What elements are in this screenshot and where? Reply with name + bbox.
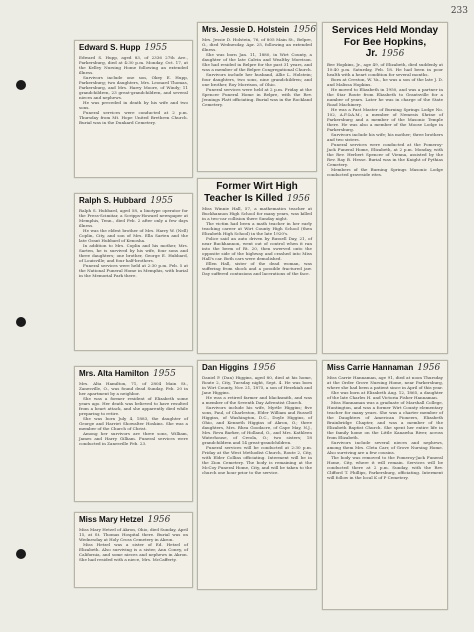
clipping-paragraph: Miss Hetzel was a sister of Ed. Hetzel of Elizabeth. Also surviving is a sister, Ann Coney, of California, and some nieces and nephews in Akron. She had resided with a niece, Mrs. McCafferty. [79,542,188,563]
handwritten-year: 1956 [381,49,405,59]
clipping-paragraph: Ralph S. Hubbard, aged 58, a linotype operator for the Press-Scimitar, a Scripps-Howard newspaper at Memphis, Tenn., died Feb. 2 after only a few days illness. [79,208,188,229]
clipping-hupp [74,40,193,178]
clipping-paragraph: Miss Mary Hetzel of Akron, Ohio, died Sunday, April 15, at St. Thomas Hospital there. Burial was on Wednesday at Holy Cross Cemetery in Akron. [79,527,188,543]
handwritten-year: 1956 [252,363,276,373]
clipping-headline: Former Wirt High Teacher Is Killed 1956 [204,181,310,204]
clipping-paragraph: Ellen Hall, sister of the dead woman, was suffering from shock and a possible fractured jaw. Day suffered contusions and lacerations of the face. [202,261,312,276]
clipping-paragraph: He was the eldest brother of Mrs. Harry W. (Nell) Coplin, City, and son of Mrs. Ella Sarten and the late Grant Hubbard of Kenosha. [79,228,188,244]
clipping-paragraph: Bee Hopkins, Jr., age 49, of Elizabeth, died suddenly at 10:40 p.m. Saturday, Feb. 18. He had been in poor health with a heart condition for several months. [327,61,443,77]
binder-hole-top [16,80,26,90]
clipping-paragraph: Survivors include one son, Okey E. Hupp, Parkersburg; two daughters, Mrs. Leonard Thomas, Parkersburg, and Mrs. Harry Moore, of Windy; 11 grandchildren, 23 great-grandchildren, and several nieces and nephews. [79,75,188,101]
clipping-paragraph: He was preceded in death by his wife and two sons. [79,100,188,111]
clipping-paragraph: She was a former resident of Elizabeth some years ago. Her death was believed to have resulted from a heart attack, and she apparently died while preparing to retire. [79,396,188,417]
clipping-hopkins [322,22,448,354]
clipping-paragraph: Miss Winnie Hall, 57, a mathematics teacher at Buckhannon High School for many years, was killed in a two-car collision there Sunday night. [202,206,312,221]
clipping-paragraph: She was born Jan. 11, 1880, in Wirt County, a daughter of the late Calvin and Wealthy Morrison. She had resided in Belpre for the past 31 years, and was a member of the Belpre Congregational Church. [202,52,312,73]
clipping-paragraph: The victim had been a math teacher in her early teaching career at Wirt County High School (then Elizabeth High School) in the late 1920's. [202,221,312,236]
clipping-paragraph: He was a retired farmer and blacksmith, and was a member of the Seventh Day Adventist Church. [202,395,312,406]
clipping-paragraph: Miss Carrie Hannaman, age 91, died at noon Thursday at the Order Grove Nursing Home, near Parkersburg, where she had been a patient since in April of this year. [327,375,443,391]
handwritten-year: 1956 [417,363,441,373]
clipping-paragraph: Survivors include several nieces and nephews, among them Mrs. Cleta Carr, of Grove Nursing Home. Also surviving are a few cousins. [327,440,443,456]
clipping-headline: Services Held Monday For Bee Hopkins, Jr. 1956 [331,25,439,59]
clipping-paragraph: Miss Hannaman was a graduate of Marshall College, Huntington, and was a former Wirt County elementary teacher for many years. She was a charter member of the Daughters of American Pioneers, Elizabeth Brainbridge Chapter, and was a member of the Elizabeth Baptist Church. She spent her entire life in the family home on the Little Kanawha River, across from Elizabeth. [327,400,443,441]
clipping-headline: Edward S. Hupp 1955 [79,43,168,53]
clipping-headline: Ralph S. Hubbard 1955 [79,196,174,206]
clipping-hannaman [322,360,448,610]
clipping-paragraph: Funeral services were held at 2 p.m. Friday at the Spencer Funeral Home in Belpre, with the Rev. Jennings Platt officiating. Burial was in the Rockland Cemetery. [202,87,312,108]
clipping-paragraph: In addition to Mrs. Coplin and his mother, Mrs. Sarten, he is survived by his wife, four sons and three daughters; one brother, George E. Hubbard, of Louisville; and four half-brothers. [79,243,188,264]
clipping-paragraph: She was born at Elizabeth Aug. 12, 1865, a daughter of the late Charles H. and Victoria Fisher Hannaman. [327,390,443,401]
clipping-headline: Miss Mary Hetzel 1956 [79,515,171,525]
handwritten-year: 1955 [150,196,174,206]
clipping-paragraph: Funeral services were conducted at the Pomeroy-Jack Funeral Home, Elizabeth, at 2 p.m. Monday, with the Rev. Herbert Spencer of Vienna, assisted by the Rev. Ray B. Hesse. Burial was in the Knight of Pythias Cemetery. [327,141,443,167]
clipping-paragraph: She was born July 4, 1883, the daughter of George and Harriet Showalter Hoskins. She was a member of the Church of Christ. [79,416,188,432]
clipping-paragraph: He moved to Elizabeth in 1950, and was a partner in the Star Route from Elizabeth to Grantsville for a number of years. Later he was in charge of the State Road Machinery. [327,86,443,107]
handwritten-year: 1956 [286,193,310,204]
handwritten-year: 1956 [293,25,317,35]
clipping-paragraph: The body was removed to the Pomeroy-Jack Funeral Home, City, where it will remain. Services will be conducted there at 2 p.m. Sunday, with the Rev. Clifford T. Phillips, Parkersburg, officiating. Interment will follow in the local K of P Cemetery. [327,455,443,481]
clipping-headline: Dan Higgins 1956 [202,363,276,373]
binder-hole-middle [16,317,26,327]
clipping-headline: Miss Carrie Hannaman 1956 [327,363,441,373]
clipping-paragraph: He was a Past Master of Burning Springs Lodge No. 102, A.F.&A.M.; a member of Nemesis Shrine of Parkersburg and a member of the Masonic Temple there. He was also a member of the Moose Lodge in Parkersburg. [327,106,443,132]
clipping-teacher-killed [197,178,317,354]
clipping-paragraph: Mrs. Jessie D. Holstein, 76, of 805 Main St., Belpre, O., died Wednesday, Apr. 25, following an extended illness. [202,37,312,53]
clipping-paragraph: Survivors include his wife, Myrtle Higgins; five sons, Paul, of Charleston, Elder William and Russell Higgins, of Washington, D.C., Doyle Higgins, of Ohio, and Kenneth Higgins of Akron, O.; three daughters, Mrs. Rhea Goodacre, of Cape May, N.J., Mrs. Reva Barker, of Holland, O., and Mrs. Kathleen Waterhouse, of Creola, O.; two sisters; 18 grandchildren and 14 great-grandchildren. [202,405,312,446]
clipping-paragraph: Members of the Burning Springs Masonic Lodge conducted graveside rites. [327,166,443,177]
clipping-headline: Mrs. Alta Hamilton 1955 [79,369,176,379]
clipping-paragraph: Police said an auto driven by Russell Day, 21, of near Buckhannon, went out of control when it ran into the berm of Rt. 20, then swerved onto the opposite side of the highway and crashed into Miss Hall's car. Both cars were demolished. [202,236,312,261]
clipping-paragraph: Funeral services were conducted at 2 p.m. Thursday from Mt. Hope United Brethren Church. Burial was in the Dunkard Cemetery. [79,110,188,126]
handwritten-year: 1955 [152,369,176,379]
page-number: 233 [450,6,468,16]
clipping-hetzel [74,512,193,588]
clipping-paragraph: Born at Creston, W. Va., he was a son of the late J. D. and Malissa Hopkins. [327,76,443,87]
binder-hole-bottom [16,549,26,559]
handwritten-year: 1955 [144,43,168,53]
clipping-higgins [197,360,317,590]
clipping-holstein [197,22,317,172]
clipping-headline: Mrs. Jessie D. Holstein 1956 [202,25,317,35]
clipping-paragraph: Edward S. Hupp, aged 83, of 2336 27th Ave., Parkersburg, died at 4:30 p.m. Monday, Oct. 17, at the Kelley Nursing Home following an extended illness. [79,55,188,76]
clipping-hamilton [74,366,193,502]
clipping-paragraph: Funeral services will be conducted at 2:30 p.m. Friday at the West Methodist Church, Route 2, City, with Elder Collins officiating. Interment will be in the Zion Cemetery. The body is remaining at the McCoy Funeral Home, City, and will be taken to the church one hour prior to the service. [202,445,312,476]
handwritten-year: 1956 [147,515,171,525]
clipping-hubbard [74,193,193,351]
clipping-paragraph: Survivors include her husband, Allie L. Holstein; four daughters, two sons, nine grandchildren; and one brother, Roy Morrison, of Ohio. [202,72,312,88]
clipping-paragraph: Mrs. Alta Hamilton, 71, of 2804 Main St., Zanesville, O., was found dead Sunday, Feb. 20 in her apartment by a neighbor. [79,381,188,397]
clipping-paragraph: Survivors include his wife; his mother; three brothers and two sisters. [327,131,443,142]
clipping-paragraph: Among her survivors are three sons, William, James and Harry Gilliam. Funeral services were conducted in Zanesville Feb. 23. [79,431,188,447]
clipping-paragraph: Funeral services were held at 2:30 p.m. Feb. 5 at the National Funeral Home in Memphis, with burial in the Memorial Park there. [79,263,188,279]
clipping-paragraph: Daniel P. (Dan) Higgins, aged 80, died at his home, Route 2, City, Tuesday night, Sept. 4. He was born in Wirt County, Nov. 21, 1875, a son of Hezekiah and Jane Higgins. [202,375,312,396]
